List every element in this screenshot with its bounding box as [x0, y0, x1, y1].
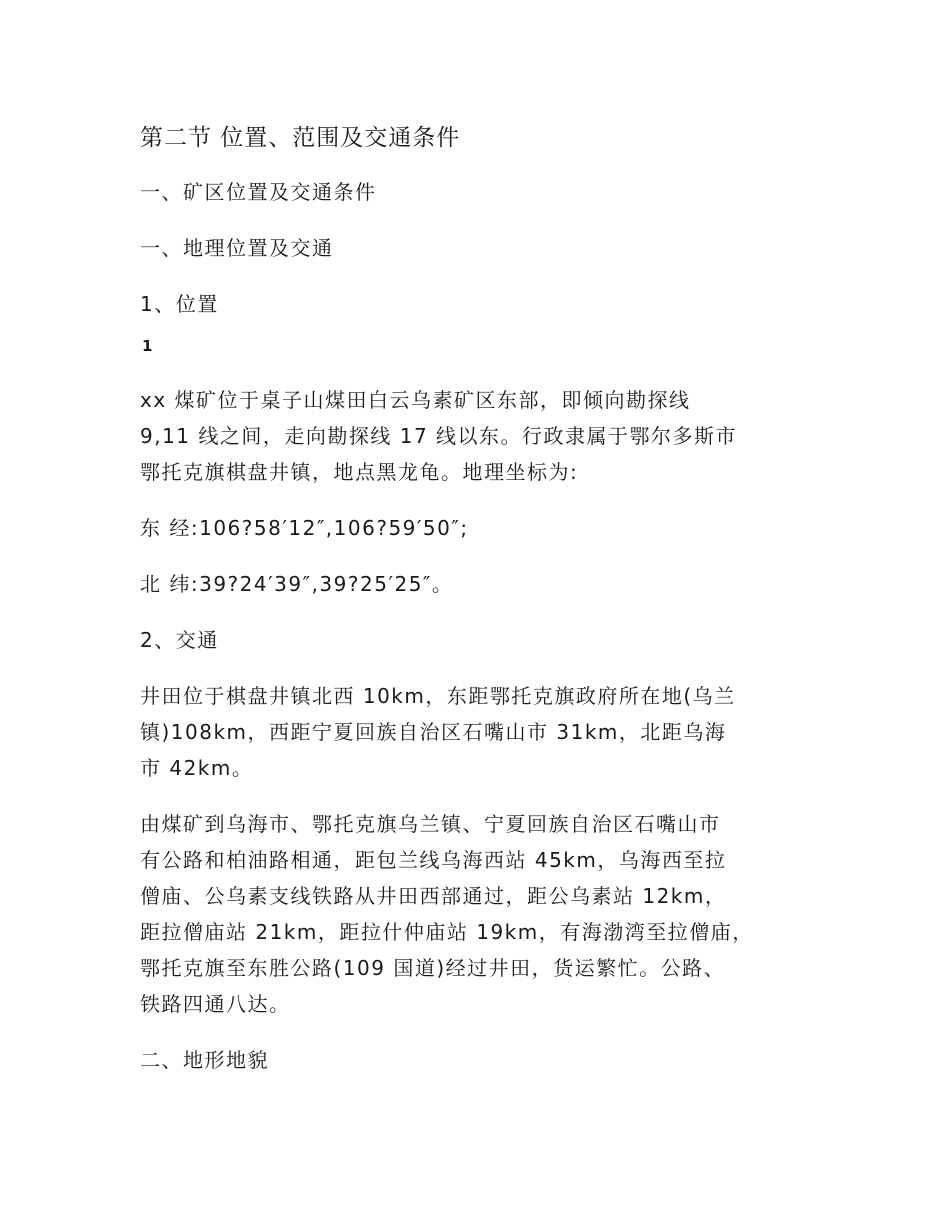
- paragraph-line: 距拉僧庙站 21km，距拉什仲庙站 19km，有海渤湾至拉僧庙，: [140, 920, 754, 944]
- heading-traffic: 2、交通: [140, 628, 219, 652]
- paragraph-traffic-routes: [140, 806, 820, 1022]
- heading-position: 1、位置: [140, 292, 219, 316]
- paragraph-line: 9,11 线之间，走向勘探线 17 线以东。行政隶属于鄂尔多斯市: [140, 424, 738, 448]
- paragraph-line: xx 煤矿位于桌子山煤田白云乌素矿区东部，即倾向勘探线: [140, 388, 691, 412]
- latitude-line: 北 纬:39?24′39″,39?25′25″。: [140, 572, 454, 596]
- paragraph-line: 镇)108km，西距宁夏回族自治区石嘴山市 31km，北距乌海: [140, 720, 727, 744]
- heading-mine-location: 一、矿区位置及交通条件: [140, 180, 377, 204]
- paragraph-line: 僧庙、公乌素支线铁路从井田西部通过，距公乌素站 12km，: [140, 884, 727, 908]
- footnote-marker: 1: [142, 337, 153, 355]
- paragraph-location: [140, 382, 820, 490]
- heading-topography: 二、地形地貌: [140, 1048, 269, 1072]
- heading-geographic-location: 一、地理位置及交通: [140, 236, 334, 260]
- longitude-line: 东 经:106?58′12″,106?59′50″;: [140, 516, 469, 540]
- paragraph-line: 铁路四通八达。: [140, 992, 291, 1016]
- paragraph-line: 鄂托克旗至东胜公路(109 国道)经过井田，货运繁忙。公路、: [140, 956, 726, 980]
- paragraph-line: 由煤矿到乌海市、鄂托克旗乌兰镇、宁夏回族自治区石嘴山市: [140, 812, 721, 836]
- paragraph-line: 井田位于棋盘井镇北西 10km，东距鄂托克旗政府所在地(乌兰: [140, 684, 736, 708]
- paragraph-line: 市 42km。: [140, 756, 254, 780]
- paragraph-line: 有公路和柏油路相通，距包兰线乌海西站 45km，乌海西至拉: [140, 848, 727, 872]
- section-title: 第二节 位置、范围及交通条件: [140, 125, 461, 151]
- document-body: [140, 118, 820, 1098]
- paragraph-traffic-distance: [140, 678, 820, 786]
- paragraph-line: 鄂托克旗棋盘井镇，地点黑龙龟。地理坐标为:: [140, 460, 579, 484]
